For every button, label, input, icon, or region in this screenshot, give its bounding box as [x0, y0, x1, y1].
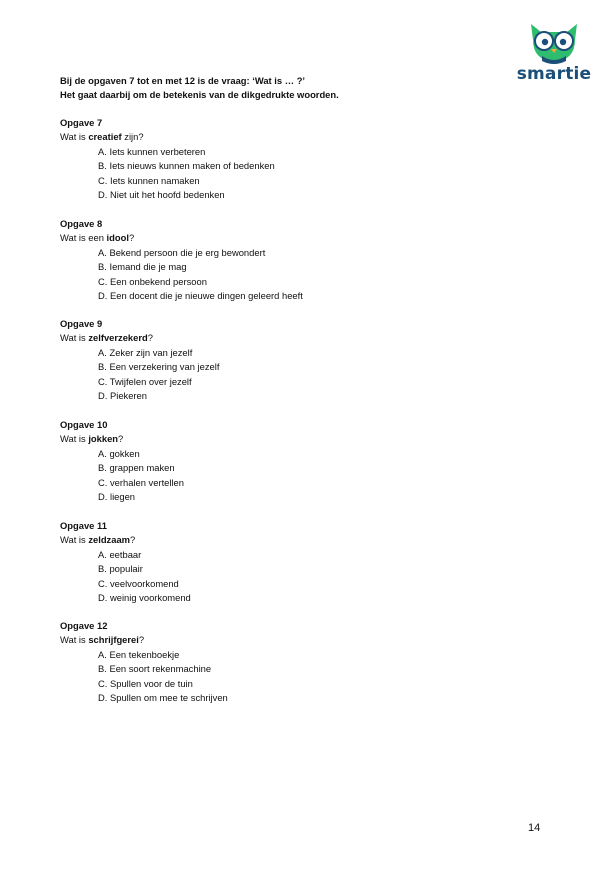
- question-7: [60, 116, 275, 202]
- question-text: Wat is schrijfgerei?: [60, 634, 145, 646]
- options-list: [60, 447, 184, 505]
- options-list: [60, 145, 275, 203]
- option-b: B. Iets nieuws kunnen maken of bedenken: [98, 160, 275, 172]
- option-a: A. gokken: [98, 447, 140, 459]
- option-d: D. Niet uit het hoofd bedenken: [98, 189, 225, 201]
- option-d: D. Spullen om mee te schrijven: [98, 692, 228, 704]
- intro-line-2: Het gaat daarbij om de betekenis van de dikgedrukte woorden.: [60, 89, 339, 100]
- option-d: D. liegen: [98, 491, 136, 503]
- question-title: Opgave 10: [60, 419, 108, 430]
- options-list: [60, 648, 228, 706]
- question-text: Wat is zeldzaam?: [60, 534, 136, 546]
- option-a: A. eetbaar: [98, 548, 142, 560]
- bold-word: creatief: [88, 131, 122, 143]
- option-c: C. Twijfelen over jezelf: [98, 375, 192, 387]
- option-b: B. Iemand die je mag: [98, 261, 187, 273]
- bold-word: schrijfgerei: [88, 634, 139, 646]
- question-title: Opgave 7: [60, 117, 103, 128]
- question-title: Opgave 12: [60, 620, 108, 631]
- option-a: A. Zeker zijn van jezelf: [98, 346, 193, 358]
- option-b: B. grappen maken: [98, 462, 175, 474]
- option-b: B. populair: [98, 563, 143, 575]
- option-b: B. Een soort rekenmachine: [98, 663, 212, 675]
- bold-word: idool: [106, 232, 129, 244]
- bold-word: zelfverzekerd: [88, 332, 148, 344]
- question-9: [60, 317, 219, 403]
- options-list: [60, 246, 303, 304]
- option-a: A. Een tekenboekje: [98, 648, 180, 660]
- logo-wordmark: smartie: [516, 64, 592, 84]
- question-8: [60, 217, 303, 303]
- intro-text: [60, 74, 339, 102]
- bold-word: jokken: [88, 433, 119, 445]
- options-list: [60, 548, 191, 606]
- question-text: Wat is een idool?: [60, 232, 135, 244]
- question-title: Opgave 11: [60, 520, 107, 531]
- smartie-logo: [516, 20, 592, 90]
- question-11: [60, 519, 191, 605]
- option-c: C. verhalen vertellen: [98, 476, 184, 488]
- option-c: C. veelvoorkomend: [98, 577, 179, 589]
- option-c: C. Een onbekend persoon: [98, 275, 207, 287]
- option-d: D. Piekeren: [98, 390, 147, 402]
- question-title: Opgave 8: [60, 218, 103, 229]
- question-10: [60, 418, 184, 504]
- option-a: A. Bekend persoon die je erg bewondert: [98, 246, 266, 258]
- question-12: [60, 619, 228, 705]
- option-d: D. weinig voorkomend: [98, 592, 191, 604]
- question-text: Wat is zelfverzekerd?: [60, 332, 153, 344]
- option-d: D. Een docent die je nieuwe dingen geleerd heeft: [98, 290, 303, 302]
- options-list: [60, 346, 219, 404]
- option-a: A. Iets kunnen verbeteren: [98, 145, 206, 157]
- page-number: 14: [528, 822, 541, 834]
- question-text: Wat is creatief zijn?: [60, 131, 144, 143]
- option-c: C. Iets kunnen namaken: [98, 174, 200, 186]
- owl-icon: [525, 20, 583, 66]
- bold-word: zeldzaam: [88, 534, 130, 546]
- question-text: Wat is jokken?: [60, 433, 124, 445]
- option-b: B. Een verzekering van jezelf: [98, 361, 220, 373]
- question-title: Opgave 9: [60, 318, 103, 329]
- intro-line-1: Bij de opgaven 7 tot en met 12 is de vraag: ‘Wat is … ?’: [60, 75, 306, 86]
- option-c: C. Spullen voor de tuin: [98, 677, 193, 689]
